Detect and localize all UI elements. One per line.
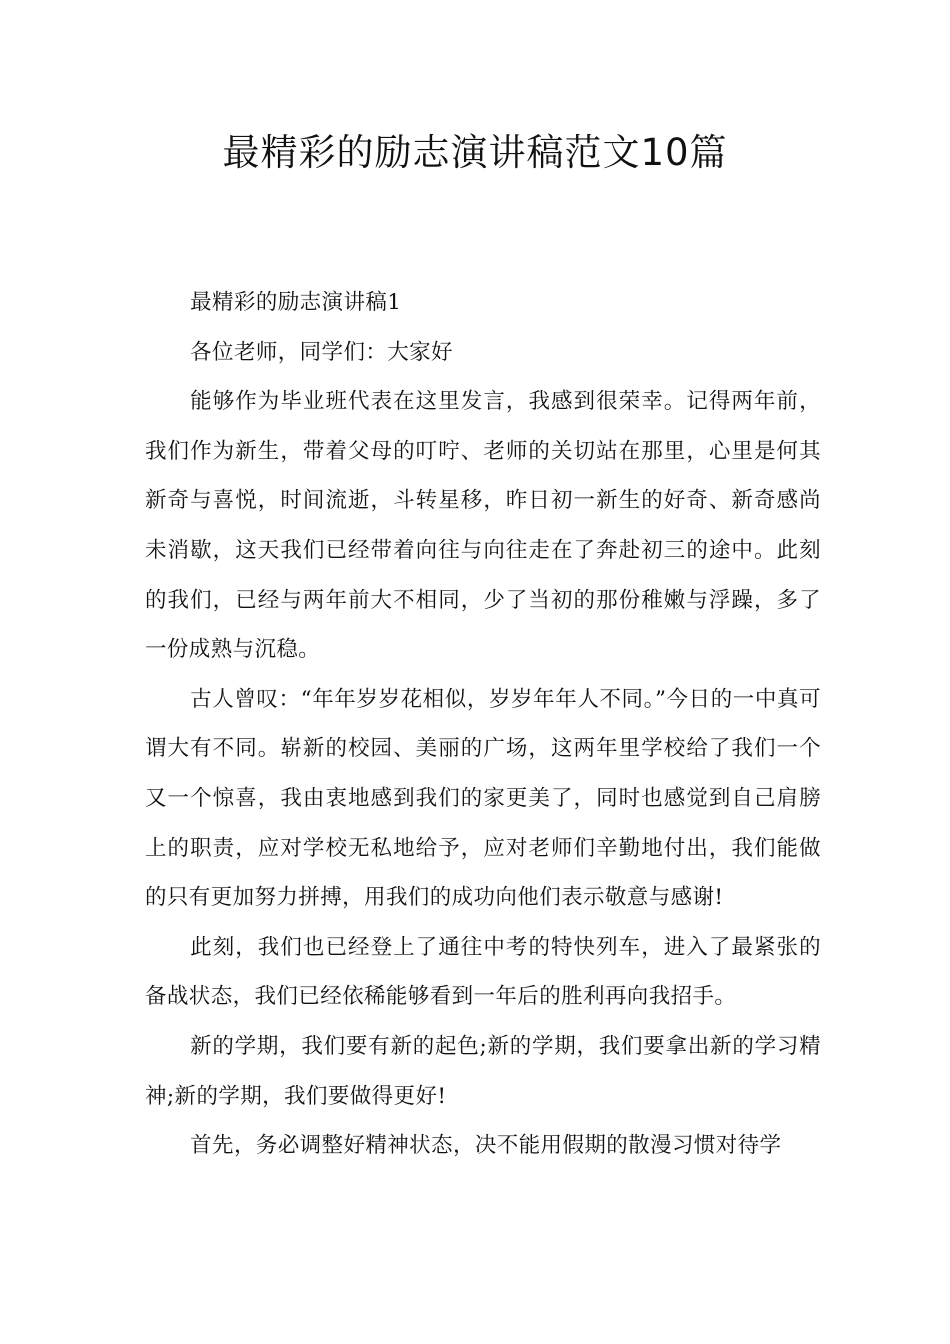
paragraph: 首先，务必调整好精神状态，决不能用假期的散漫习惯对待学 <box>190 1133 782 1159</box>
paragraph: 此刻，我们也已经登上了通往中考的特快列车，进入了最紧张的备战状态，我们已经依稀能够看到一年后的胜利再向我招手。 <box>145 934 821 1010</box>
document-body <box>145 278 821 1171</box>
section-heading: 最精彩的励志演讲稿1 <box>190 290 402 315</box>
document-title: 最精彩的励志演讲稿范文10篇 <box>222 131 728 174</box>
paragraph: 古人曾叹：“年年岁岁花相似，岁岁年年人不同。”今日的一中真可谓大有不同。崭新的校园、美丽的广场，这两年里学校给了我们一个又一个惊喜，我由衷地感到我们的家更美了，同时也感觉到自己肩膀上的职责，应对学校无私地给予，应对老师们辛勤地付出，我们能做的只有更加努力拼搏，用我们的成功向他们表示敬意与感谢! <box>145 686 821 911</box>
paragraph: 新的学期，我们要有新的起色;新的学期，我们要拿出新的学习精神;新的学期，我们要做得更好! <box>145 1033 821 1109</box>
paragraph: 能够作为毕业班代表在这里发言，我感到很荣幸。记得两年前，我们作为新生，带着父母的叮咛、老师的关切站在那里，心里是何其新奇与喜悦，时间流逝，斗转星移，昨日初一新生的好奇、新奇感尚未消歇，这天我们已经带着向往与向往走在了奔赴初三的途中。此刻的我们，已经与两年前大不相同，少了当初的那份稚嫩与浮躁，多了一份成熟与沉稳。 <box>145 389 821 663</box>
salutation: 各位老师，同学们：大家好 <box>190 339 453 365</box>
